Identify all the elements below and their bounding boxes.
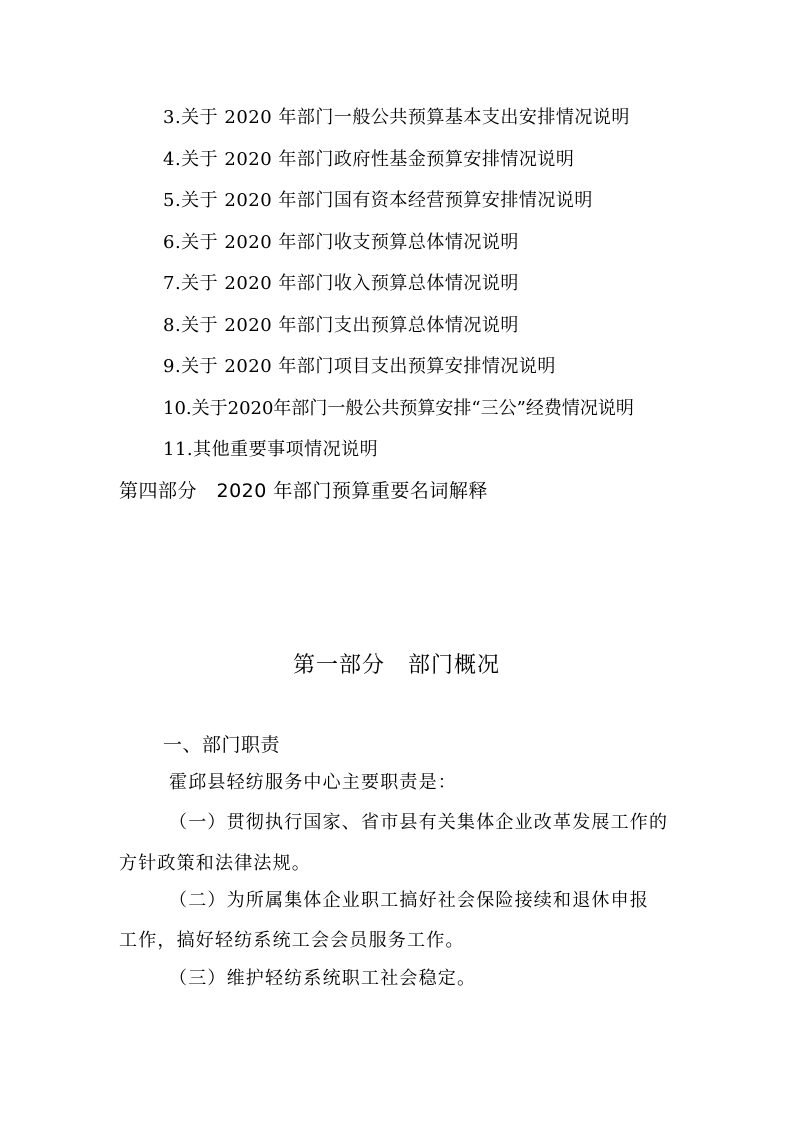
toc-item-3: 3.关于 2020 年部门一般公共预算基本支出安排情况说明 [163, 107, 630, 128]
toc-part-four-heading: 第四部分 2020 年部门预算重要名词解释 [119, 480, 488, 502]
toc-item-10: 10.关于2020年部门一般公共预算安排“三公”经费情况说明 [163, 398, 634, 419]
duties-intro: 霍邱县轻纺服务中心主要职责是： [169, 772, 457, 793]
toc-item-6: 6.关于 2020 年部门收支预算总体情况说明 [163, 232, 519, 253]
toc-item-11: 11.其他重要事项情况说明 [163, 439, 379, 460]
duty-3: （三）维护轻纺系统职工社会稳定。 [169, 968, 477, 989]
duty-1-line-2: 方针政策和法律法规。 [119, 853, 311, 874]
duties-heading: 一、部门职责 [163, 734, 281, 756]
toc-item-4: 4.关于 2020 年部门政府性基金预算安排情况说明 [163, 149, 575, 170]
toc-item-7: 7.关于 2020 年部门收入预算总体情况说明 [163, 273, 519, 294]
toc-item-8: 8.关于 2020 年部门支出预算总体情况说明 [163, 315, 519, 336]
duty-2-line-2: 工作，搞好轻纺系统工会会员服务工作。 [119, 930, 465, 951]
duty-1-line-1: （一）贯彻执行国家、省市县有关集体企业改革发展工作的 [169, 812, 669, 833]
section-title: 第一部分 部门概况 [292, 653, 500, 678]
toc-item-5: 5.关于 2020 年部门国有资本经营预算安排情况说明 [163, 190, 593, 211]
duty-2-line-1: （二）为所属集体企业职工搞好社会保险接续和退休申报 [169, 890, 649, 911]
toc-item-9: 9.关于 2020 年部门项目支出预算安排情况说明 [163, 356, 556, 377]
